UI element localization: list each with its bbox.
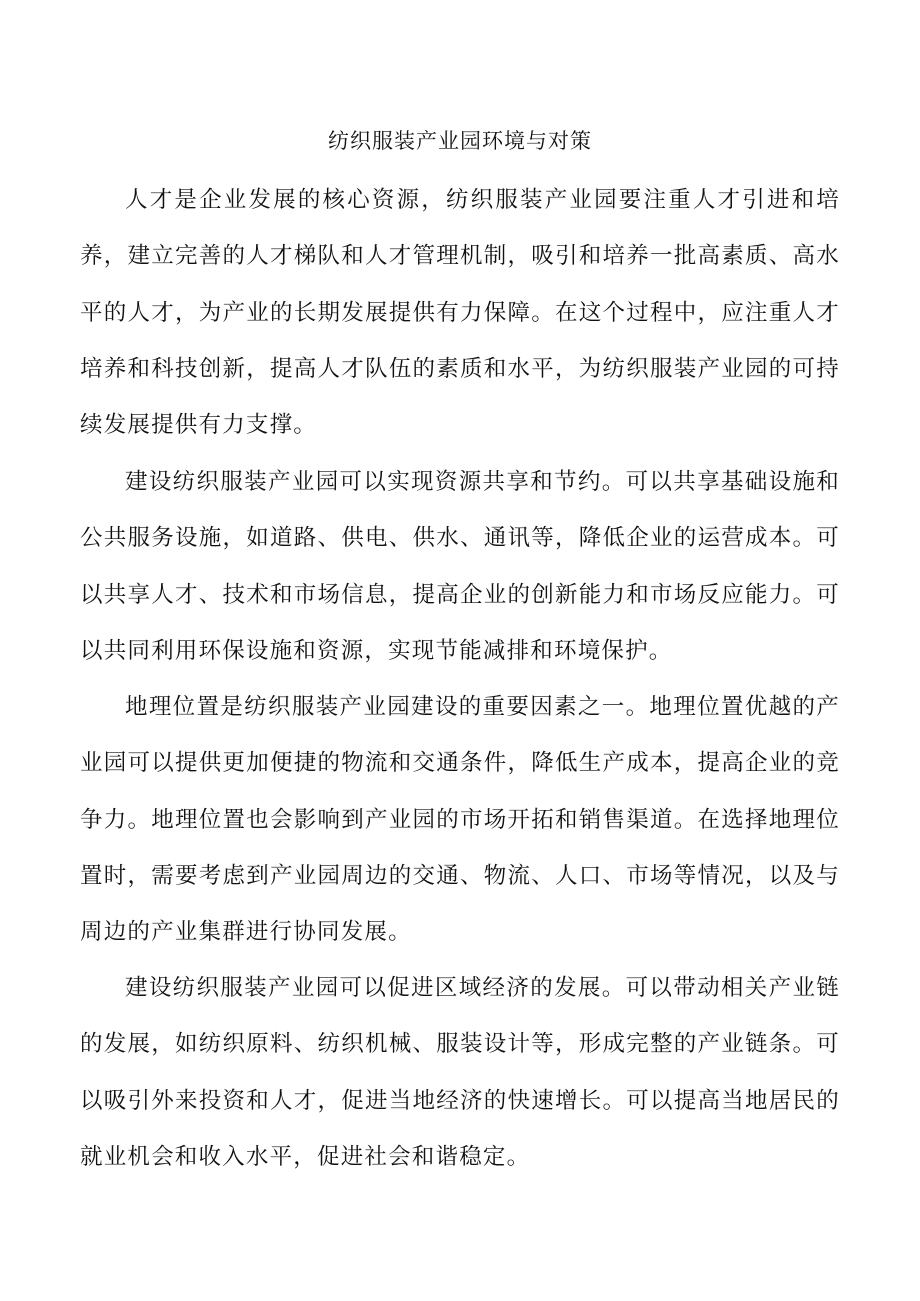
paragraph-resource-sharing: 建设纺织服装产业园可以实现资源共享和节约。可以共享基础设施和公共服务设施，如道路、供电、供水、通讯等，降低企业的运营成本。可以共享人才、技术和市场信息，提高企业的创新能力和市场反应能力。可以共同利用环保设施和资源，实现节能减排和环境保护。 <box>80 469 840 664</box>
paragraph-regional-economy: 建设纺织服装产业园可以促进区域经济的发展。可以带动相关产业链的发展，如纺织原料、纺织机械、服装设计等，形成完整的产业链条。可以吸引外来投资和人才，促进当地经济的快速增长。可以提高当地居民的就业机会和收入水平，促进社会和谐稳定。 <box>80 975 840 1170</box>
paragraph-location: 地理位置是纺织服装产业园建设的重要因素之一。地理位置优越的产业园可以提供更加便捷的物流和交通条件，降低生产成本，提高企业的竞争力。地理位置也会影响到产业园的市场开拓和销售渠道。在选择地理位置时，需要考虑到产业园周边的交通、物流、人口、市场等情况，以及与周边的产业集群进行协同发展。 <box>80 694 840 946</box>
document-title: 纺织服装产业园环境与对策 <box>328 129 592 153</box>
paragraph-talent: 人才是企业发展的核心资源，纺织服装产业园要注重人才引进和培养，建立完善的人才梯队和人才管理机制，吸引和培养一批高素质、高水平的人才，为产业的长期发展提供有力保障。在这个过程中，应注重人才培养和科技创新，提高人才队伍的素质和水平，为纺织服装产业园的可持续发展提供有力支撑。 <box>80 187 840 439</box>
